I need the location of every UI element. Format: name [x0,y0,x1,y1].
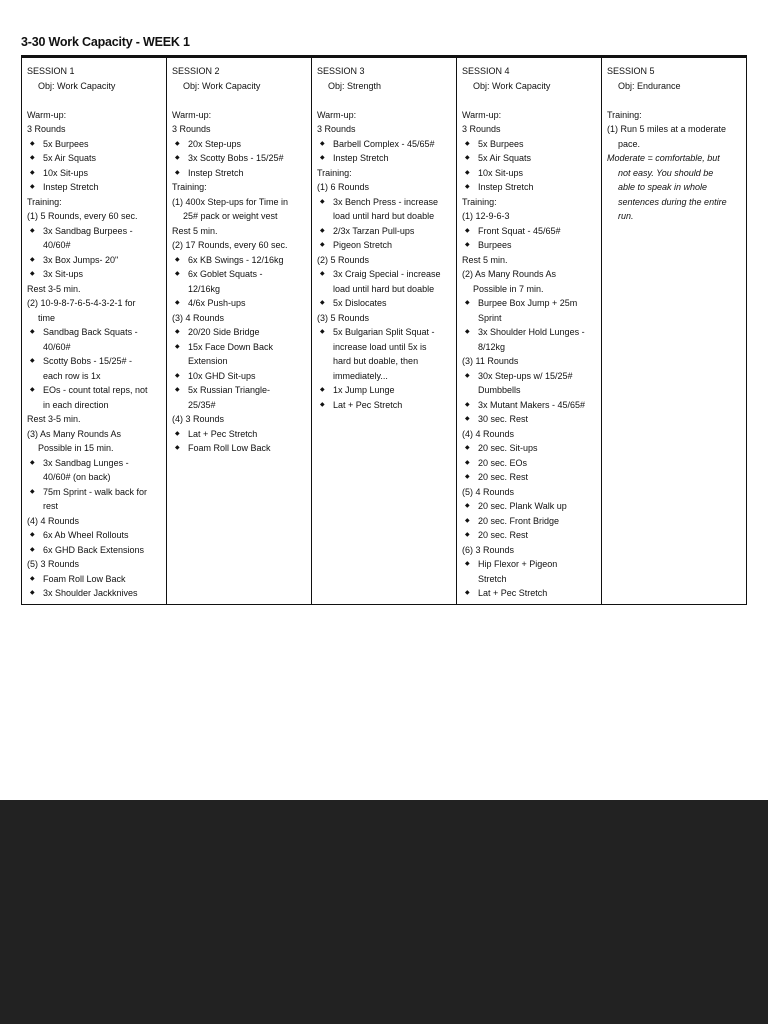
bullet-item: ◆ 6x GHD Back Extensions [27,543,162,558]
bullet-item: ◆ 20 sec. EOs [462,456,597,471]
text-line-indented: pace. [618,138,641,149]
text-line: 3 Rounds [462,124,501,134]
spacer [317,93,452,108]
bullet-item-continuation: load until hard but doable [333,211,435,221]
text-line: Rest 5 min. [462,254,508,265]
text-line: (3) 5 Rounds [317,312,370,323]
bullet-item: ◆ 4/6x Push-ups [172,296,307,311]
text-line: 3 Rounds [172,124,211,134]
bullet-item: ◆ 30x Step-ups w/ 15/25# [462,369,597,384]
text-line: (2) 17 Rounds, every 60 sec. [172,240,288,250]
spacer [462,93,597,108]
session-column-3 [312,58,457,604]
bullet-item: ◆ 6x Ab Wheel Rollouts [27,528,162,543]
session-heading: SESSION 2 [172,66,220,76]
text-line: Training: [172,182,207,192]
bullet-item: ◆ Scotty Bobs - 15/25# - [27,354,162,369]
session-column-5 [602,58,747,604]
viewer-background [0,800,768,1024]
bullet-item: ◆ 20/20 Side Bridge [172,325,307,340]
bullet-item: ◆ 5x Burpees [462,137,597,152]
schedule-table [21,55,747,605]
text-line-indented: Obj: Work Capacity [38,80,116,91]
text-line-indented: Obj: Endurance [618,80,681,91]
bullet-item-continuation: in each direction [43,399,109,410]
bullet-item: ◆ 20 sec. Sit-ups [462,441,597,456]
bullet-item-continuation: 25/35# [188,399,216,410]
bullet-item: ◆ Barbell Complex - 45/65# [317,137,452,152]
bullet-item: ◆ 5x Air Squats [462,151,597,166]
bullet-item: ◆ Instep Stretch [462,180,597,195]
text-line: (5) 3 Rounds [27,559,80,569]
page-title: 3-30 Work Capacity - WEEK 1 [21,35,190,49]
bullet-item-continuation: Extension [188,356,228,366]
bullet-item: ◆ Lat + Pec Stretch [317,398,452,413]
text-line: (4) 3 Rounds [172,414,225,424]
bullet-item: ◆ 3x Bench Press - increase [317,195,452,210]
italic-note-continuation: run. [618,211,634,221]
bullet-item: ◆ 75m Sprint - walk back for [27,485,162,500]
bullet-item: ◆ 20 sec. Rest [462,470,597,485]
bullet-item-continuation: rest [43,501,59,511]
bullet-item: ◆ 3x Craig Special - increase [317,267,452,282]
bullet-item-continuation: increase load until 5x is [333,341,427,352]
text-line: Warm-up: [172,109,212,120]
session-column-1 [22,58,167,604]
bullet-item: ◆ 5x Burpees [27,137,162,152]
bullet-item: ◆ Front Squat - 45/65# [462,224,597,239]
text-line: (5) 4 Rounds [462,486,515,497]
italic-note: Moderate = comfortable, but [607,153,720,163]
bullet-item-continuation: immediately... [333,370,388,381]
text-line: Rest 5 min. [172,225,218,236]
bullet-item: ◆ 3x Mutant Makers - 45/65# [462,398,597,413]
text-line: Training: [27,196,62,207]
bullet-item: ◆ Pigeon Stretch [317,238,452,253]
bullet-item: ◆ 6x Goblet Squats - [172,267,307,282]
text-line: (1) Run 5 miles at a moderate [607,124,727,134]
bullet-item: ◆ 20 sec. Front Bridge [462,514,597,529]
text-line: (2) 5 Rounds [317,254,370,265]
text-line: 3 Rounds [317,124,356,134]
text-line-indented: Obj: Work Capacity [473,80,551,91]
text-line: (3) As Many Rounds As [27,428,122,439]
text-line: (1) 5 Rounds, every 60 sec. [27,211,138,221]
bullet-item-continuation: hard but doable, then [333,356,419,366]
bullet-item: ◆ 10x Sit-ups [27,166,162,181]
text-line: (6) 3 Rounds [462,544,515,555]
bullet-item: ◆ 3x Scotty Bobs - 15/25# [172,151,307,166]
text-line: (3) 4 Rounds [172,312,225,323]
bullet-item: ◆ 3x Box Jumps- 20" [27,253,162,268]
bullet-item: ◆ 3x Sandbag Lunges - [27,456,162,471]
text-line: (2) 10-9-8-7-6-5-4-3-2-1 for [27,298,136,308]
text-line: Training: [317,167,352,178]
bullet-item-continuation: each row is 1x [43,370,101,381]
spacer [27,93,162,108]
bullet-item: ◆ Lat + Pec Stretch [462,586,597,601]
bullet-item: ◆ 5x Air Squats [27,151,162,166]
italic-note-continuation: sentences during the entire [618,196,727,207]
bullet-item: ◆ 10x GHD Sit-ups [172,369,307,384]
session-column-2 [167,58,312,604]
spacer [607,93,742,108]
bullet-item: ◆ 30 sec. Rest [462,412,597,427]
italic-note-continuation: able to speak in whole [618,182,708,192]
session-heading: SESSION 3 [317,66,365,76]
bullet-item-continuation: Stretch [478,573,507,584]
bullet-item: ◆ 15x Face Down Back [172,340,307,355]
bullet-item-continuation: Dumbbells [478,385,521,395]
text-line-indented: Obj: Strength [328,80,382,91]
bullet-item: ◆ Hip Flexor + Pigeon [462,557,597,572]
text-line: (4) 4 Rounds [462,428,515,439]
bullet-item: ◆ Lat + Pec Stretch [172,427,307,442]
text-line: Warm-up: [462,109,502,120]
text-line: Training: [462,196,497,207]
text-line-indented: time [38,312,56,323]
bullet-item-continuation: Sprint [478,312,502,323]
bullet-item: ◆ Instep Stretch [172,166,307,181]
bullet-item: ◆ Instep Stretch [27,180,162,195]
italic-note-continuation: not easy. You should be [618,167,714,178]
session-column-4 [457,58,602,604]
bullet-item-continuation: 40/60# (on back) [43,472,111,482]
bullet-item: ◆ 10x Sit-ups [462,166,597,181]
bullet-item: ◆ 20 sec. Plank Walk up [462,499,597,514]
session-heading: SESSION 1 [27,66,75,76]
text-line: Warm-up: [27,109,67,120]
bullet-item: ◆ 2/3x Tarzan Pull-ups [317,224,452,239]
text-line-indented: 25# pack or weight vest [183,211,278,221]
bullet-item: ◆ Foam Roll Low Back [27,572,162,587]
bullet-item: ◆ 5x Dislocates [317,296,452,311]
text-line: (1) 6 Rounds [317,182,370,192]
bullet-item-continuation: 8/12kg [478,341,506,352]
text-line-indented: Possible in 7 min. [473,283,544,294]
bullet-item-continuation: 40/60# [43,341,71,352]
bullet-item: ◆ 3x Sit-ups [27,267,162,282]
bullet-item-continuation: load until hard but doable [333,283,435,294]
bullet-item: ◆ Instep Stretch [317,151,452,166]
bullet-item: ◆ 1x Jump Lunge [317,383,452,398]
bullet-item-continuation: 40/60# [43,240,71,250]
bullet-item: ◆ 3x Shoulder Jackknives [27,586,162,601]
bullet-item-continuation: 12/16kg [188,283,221,294]
session-heading: SESSION 4 [462,66,510,76]
text-line-indented: Possible in 15 min. [38,443,114,453]
text-line: (3) 11 Rounds [462,356,519,366]
bullet-item: ◆ 6x KB Swings - 12/16kg [172,253,307,268]
bullet-item: ◆ 5x Russian Triangle- [172,383,307,398]
bullet-item: ◆ 20x Step-ups [172,137,307,152]
bullet-item: ◆ Sandbag Back Squats - [27,325,162,340]
bullet-item: ◆ EOs - count total reps, not [27,383,162,398]
text-line: (1) 12-9-6-3 [462,211,510,221]
text-line: Training: [607,109,642,120]
bullet-item: ◆ 5x Bulgarian Split Squat - [317,325,452,340]
text-line: Rest 3-5 min. [27,283,81,294]
text-line: (1) 400x Step-ups for Time in [172,196,289,207]
text-line: (4) 4 Rounds [27,515,80,526]
bullet-item: ◆ 20 sec. Rest [462,528,597,543]
bullet-item: ◆ 3x Sandbag Burpees - [27,224,162,239]
session-heading: SESSION 5 [607,66,655,76]
bullet-item: ◆ Foam Roll Low Back [172,441,307,456]
text-line: (2) As Many Rounds As [462,269,557,279]
bullet-item: ◆ 3x Shoulder Hold Lunges - [462,325,597,340]
bullet-item: ◆ Burpees [462,238,597,253]
text-line: Rest 3-5 min. [27,414,81,424]
text-line: Warm-up: [317,109,357,120]
text-line: 3 Rounds [27,124,66,134]
spacer [172,93,307,108]
bullet-item: ◆ Burpee Box Jump + 25m [462,296,597,311]
text-line-indented: Obj: Work Capacity [183,80,261,91]
